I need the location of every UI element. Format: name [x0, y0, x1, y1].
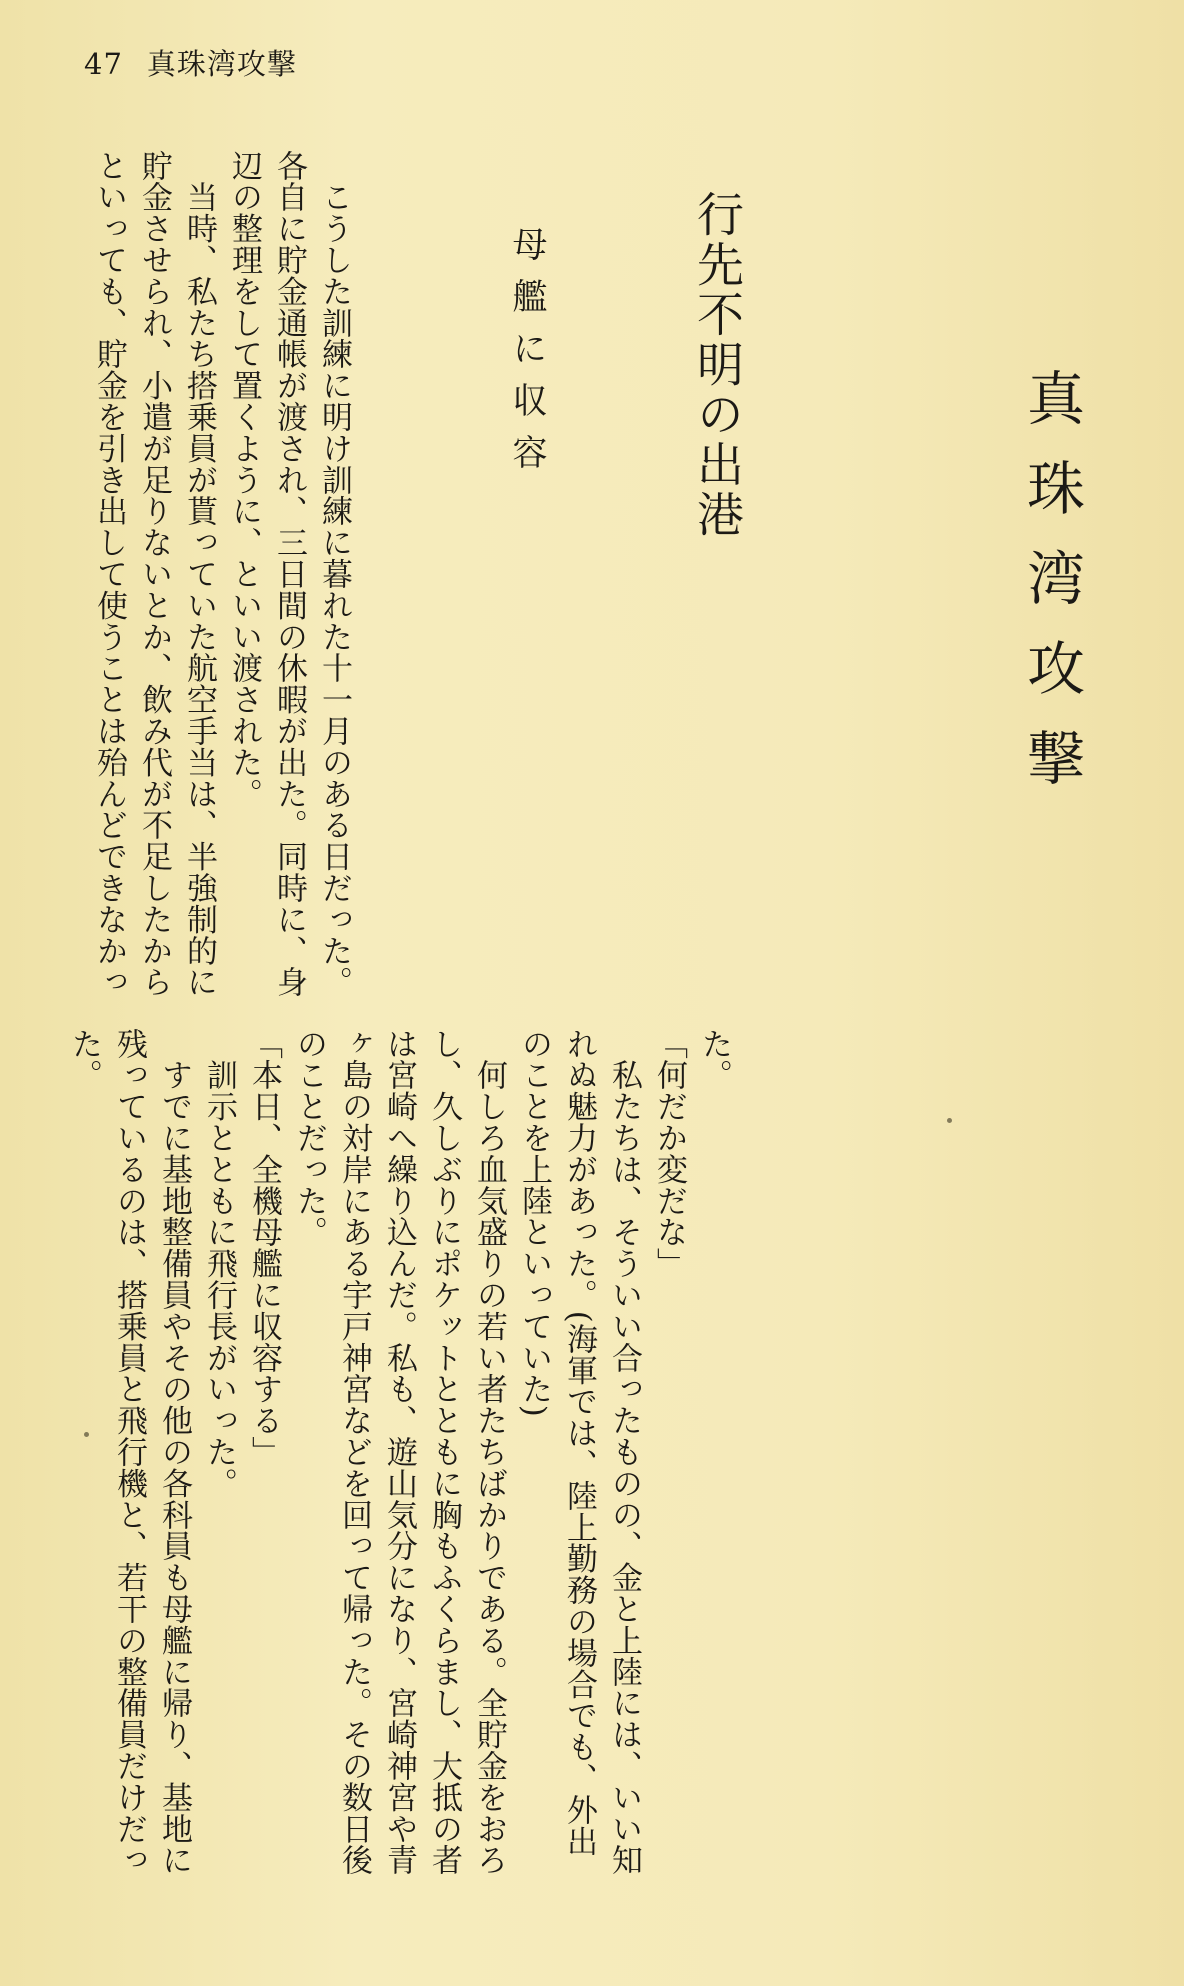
text-line: のことを上陸といっていた) — [516, 1028, 552, 1418]
text-line: 当時、私たち搭乗員が貰っていた航空手当は、半強制的に — [181, 150, 217, 998]
scan-speck — [84, 1432, 89, 1437]
text-line: 私たちは、そういい合ったものの、金と上陸には、いい知 — [606, 1028, 642, 1876]
text-line: すでに基地整備員やその他の各科員も母艦に帰り、基地に — [156, 1028, 192, 1876]
text-line: といっても、貯金を引き出して使うことは殆んどできなかっ — [91, 150, 127, 998]
scan-speck — [947, 1118, 952, 1123]
text-line: 何しろ血気盛りの若い者たちばかりである。全貯金をおろ — [471, 1028, 507, 1876]
text-line: のことだった。 — [291, 1028, 327, 1248]
lower-text-block — [61, 1028, 736, 1876]
text-line: 「何だか変だな」 — [651, 1028, 687, 1280]
section-title: 行先不明の出港 — [689, 190, 744, 540]
text-line: し、久しぶりにポケットとともに胸もふくらまし、大抵の者 — [426, 1028, 462, 1876]
subsection-title: 母艦に収容 — [507, 226, 547, 486]
chapter-title: 真珠湾攻撃 — [1017, 368, 1085, 818]
text-line: 「本日、全機母艦に収容する」 — [246, 1028, 282, 1468]
text-line: 貯金させられ、小遣が足りないとか、飲み代が不足したから — [136, 150, 172, 998]
text-line: ヶ島の対岸にある宇戸神宮などを回って帰った。その数日後 — [336, 1028, 372, 1876]
text-line: 各自に貯金通帳が渡され、三日間の休暇が出た。同時に、身 — [271, 150, 307, 998]
text-line: れぬ魅力があった。(海軍では、陸上勤務の場合でも、外出 — [561, 1028, 597, 1857]
running-title: 真珠湾攻撃 — [146, 47, 297, 81]
page-number: 47 — [84, 47, 123, 81]
text-line: た。 — [696, 1028, 732, 1091]
text-line: 訓示とともに飛行長がいった。 — [201, 1028, 237, 1499]
running-header — [84, 42, 297, 83]
upper-text-block — [86, 150, 356, 998]
text-line: た。 — [66, 1028, 102, 1091]
text-line: 残っているのは、搭乗員と飛行機と、若干の整備員だけだっ — [111, 1028, 147, 1876]
text-line: こうした訓練に明け訓練に暮れた十一月のある日だった。 — [316, 150, 352, 998]
text-line: 辺の整理をして置くように、といい渡された。 — [226, 150, 262, 810]
text-line: は宮崎へ繰り込んだ。私も、遊山気分になり、宮崎神宮や青 — [381, 1028, 417, 1876]
